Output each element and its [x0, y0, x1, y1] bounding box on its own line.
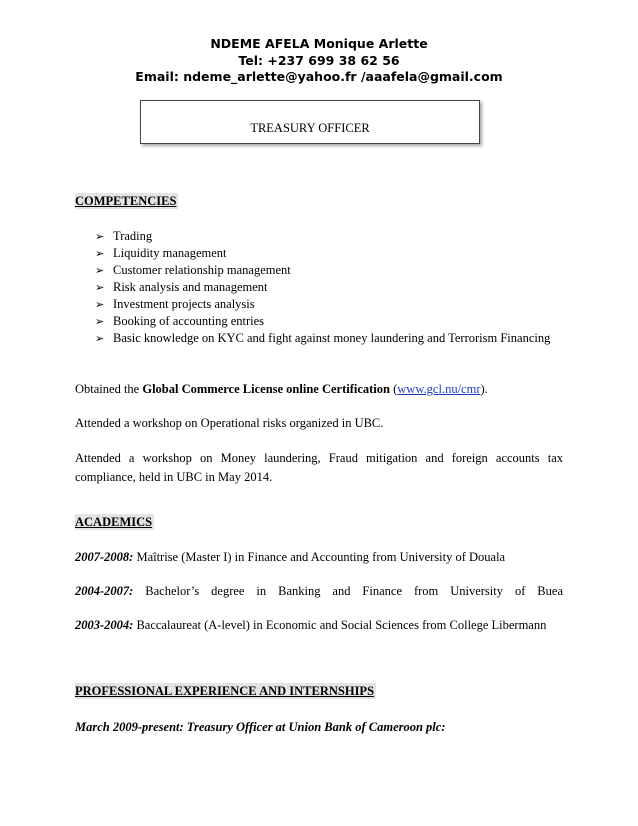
arrow-bullet-icon: ➢	[95, 298, 105, 311]
experience-heading: PROFESSIONAL EXPERIENCE AND INTERNSHIPS	[75, 684, 375, 698]
academic-years: 2003-2004:	[75, 618, 134, 632]
job-title: TREASURY OFFICER	[250, 121, 370, 135]
arrow-bullet-icon: ➢	[95, 281, 105, 294]
experience-entry-title: March 2009-present: Treasury Officer at Union Bank of Cameroon plc:	[75, 720, 446, 734]
arrow-bullet-icon: ➢	[95, 332, 105, 345]
certification-name: Global Commerce License online Certification	[142, 382, 390, 396]
resume-header	[0, 36, 638, 86]
list-item: ➢ Trading	[95, 229, 153, 243]
arrow-bullet-icon: ➢	[95, 247, 105, 260]
arrow-bullet-icon: ➢	[95, 264, 105, 277]
list-item: ➢ Customer relationship management	[95, 263, 291, 277]
academic-years: 2004-2007:	[75, 584, 134, 598]
workshop-paragraph-2: Attended a workshop on Money laundering, Fraud mitigation and foreign accounts tax compliance, held in UBC in May 2014.	[75, 451, 563, 484]
competencies-list	[95, 228, 563, 347]
list-item: ➢ Risk analysis and management	[95, 280, 268, 294]
workshop-paragraph-1: Attended a workshop on Operational risks organized in UBC.	[75, 416, 384, 430]
list-item: ➢ Basic knowledge on KYC and fight against money laundering and Terrorism Financing	[95, 331, 551, 345]
arrow-bullet-icon: ➢	[95, 315, 105, 328]
phone-line: Tel: +237 699 38 62 56	[238, 52, 400, 68]
job-title-box	[140, 100, 480, 144]
academic-entry: 2004-2007: Bachelor’s degree in Banking and Finance from University of Buea	[75, 584, 563, 598]
list-item: ➢ Booking of accounting entries	[95, 314, 265, 328]
certification-link[interactable]: www.gcl.nu/cmr	[397, 382, 481, 396]
candidate-name: NDEME AFELA Monique Arlette	[210, 36, 428, 51]
list-item: ➢ Investment projects analysis	[95, 297, 255, 311]
list-item: ➢ Liquidity management	[95, 246, 227, 260]
academic-entry: 2007-2008: Maîtrise (Master I) in Finance and Accounting from University of Douala	[75, 550, 506, 564]
academics-heading: ACADEMICS	[75, 515, 153, 529]
email-line: Email: ndeme_arlette@yahoo.fr /aaafela@gmail.com	[135, 69, 503, 84]
academic-entry: 2003-2004: Baccalaureat (A-level) in Economic and Social Sciences from College Libermann	[75, 618, 547, 632]
arrow-bullet-icon: ➢	[95, 230, 105, 243]
certification-paragraph: Obtained the Global Commerce License online Certification (www.gcl.nu/cmr).	[75, 382, 488, 396]
academic-years: 2007-2008:	[75, 550, 134, 564]
competencies-heading: COMPETENCIES	[75, 194, 177, 208]
